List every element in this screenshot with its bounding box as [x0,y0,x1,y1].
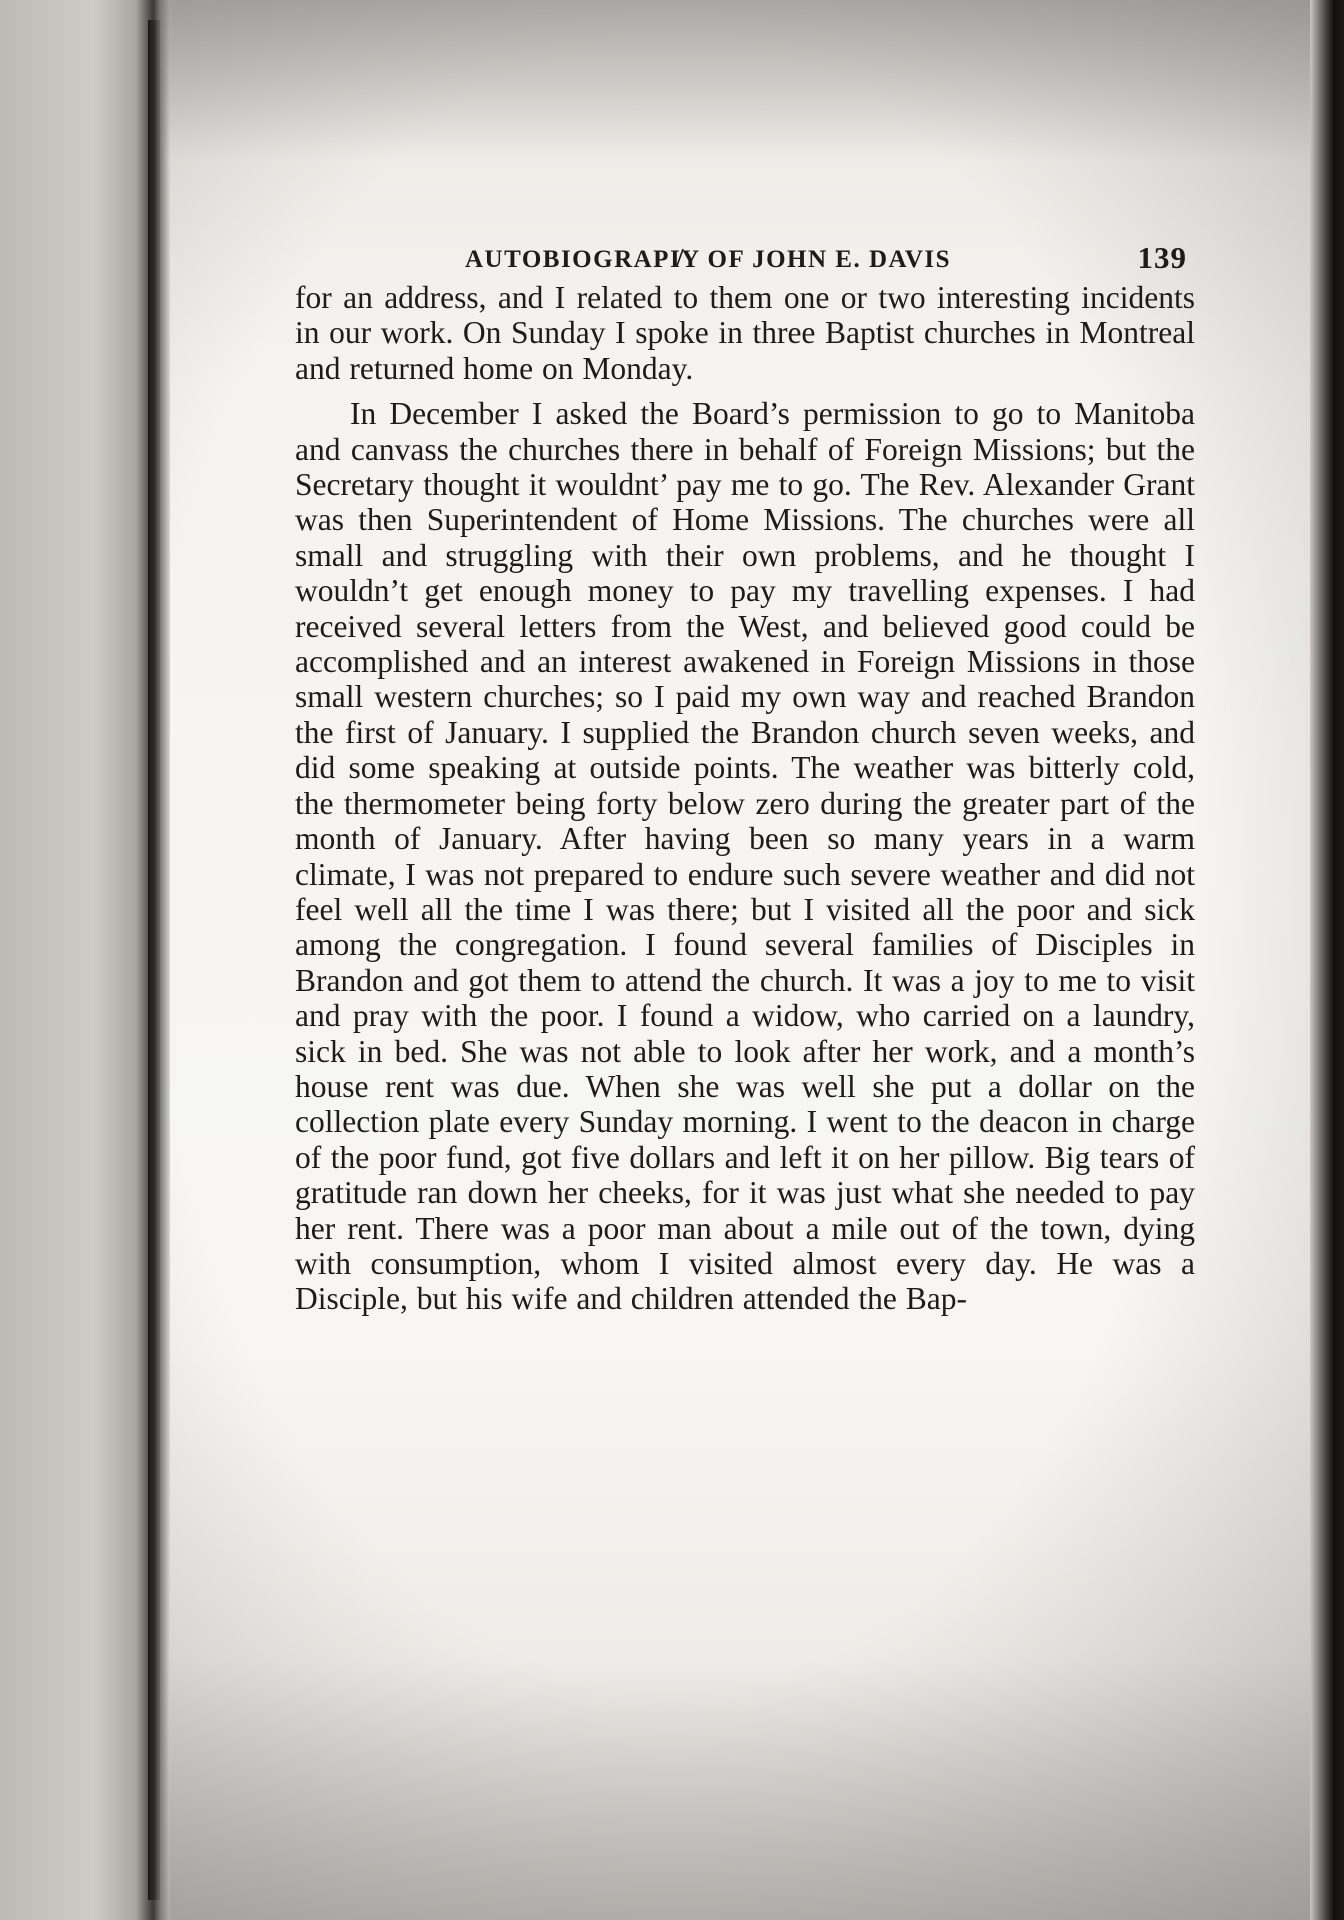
running-head-title: AUTOBIOGRAPI̸Y OF JOHN E. DAVIS [465,246,952,273]
page-content [295,240,1195,1317]
paragraph-december: In December I asked the Board’s permission to go to Manitoba and canvass the churches there in behalf of Foreign Missions; but the Secretary thought it wouldnt’ pay me to go. The Rev. Alexander Grant was then Superintendent of Home Missions. The churches were all small and struggling with their own problems, and he thought I wouldn’t get enough money to pay my travelling expenses. I had received several letters from the West, and believed good could be accomplished and an interest awakened in Foreign Missions in those small western churches; so I paid my own way and reached Brandon the first of January. I supplied the Brandon church seven weeks, and did some speaking at outside points. The weather was bitterly cold, the thermometer being forty below zero during the greater part of the month of January. After having been so many years in a warm climate, I was not prepared to endure such severe weather and did not feel well all the time I was there; but I visited all the poor and sick among the congregation. I found several families of Disciples in Brandon and got them to attend the church. It was a joy to me to visit and pray with the poor. I found a widow, who carried on a laundry, sick in bed. She was not able to look after her work, and a month’s house rent was due. When she was well she put a dollar on the collection plate every Sunday morning. I went to the deacon in charge of the poor fund, got five dollars and left it on her pillow. Big tears of gratitude ran down her cheeks, for it was just what she needed to pay her rent. There was a poor man about a mile out of the town, dying with consumption, whom I visited almost every day. He was a Disciple, but his wife and children attended the Bap- [295,396,1195,1317]
top-shading [160,0,1310,160]
book-edge-shadow [1310,0,1344,1920]
facing-page-edge [0,0,170,1920]
running-head [295,240,1195,280]
paragraph-continued: for an address, and I related to them one or two interesting incidents in our work. On Sunday I spoke in three Baptist churches in Montreal and returned home on Monday. [295,280,1195,386]
bottom-shading [160,1660,1310,1920]
book-spine-gutter [148,20,160,1900]
page-number: 139 [1137,240,1187,275]
